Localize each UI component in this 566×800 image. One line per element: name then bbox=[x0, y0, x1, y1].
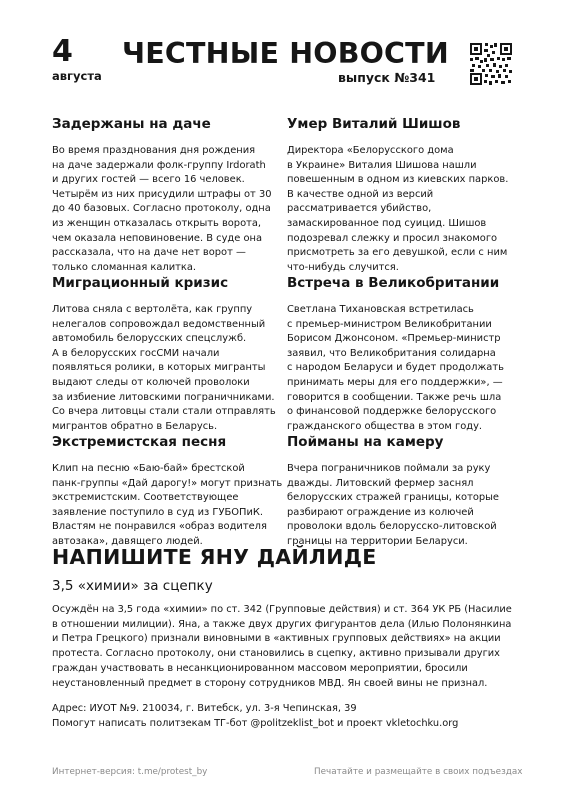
article-line: Литова сняла с вертолёта, как группу bbox=[52, 304, 253, 315]
article-line: повешенным в одном из киевских парков. bbox=[287, 174, 509, 186]
article-line: с народом Беларуси и будет продолжать bbox=[287, 362, 504, 374]
article-line: экстремистским. Соответствующее bbox=[52, 492, 239, 504]
article-line: появляться ролики, в которых мигранты bbox=[52, 362, 266, 374]
case-line: неустановленный предмет в сторону сотрудников МВД. Ян своей вины не признал. bbox=[52, 677, 488, 689]
article-line: присмотреть за его девушкой, если с ним bbox=[287, 247, 508, 259]
article-line: заявил, что Великобритания солидарна bbox=[287, 347, 496, 359]
article-body bbox=[287, 462, 525, 550]
article-line: мигрантов обратно в Беларусь. bbox=[52, 420, 218, 432]
article-line: принимать меры для его поддержки», — bbox=[287, 376, 503, 388]
article-title: Экстремистская песня bbox=[52, 434, 227, 450]
article-line: Борисом Джонсоном. «Премьер-министр bbox=[287, 333, 501, 345]
article-line: замаскированное под суицид. Шишов bbox=[287, 217, 487, 229]
article-line: из женщин отказалась открыть ворота, bbox=[52, 217, 262, 229]
article-line: границы на территории Беларуси. bbox=[287, 535, 468, 547]
date-month: августа bbox=[52, 69, 102, 83]
article-dacha bbox=[52, 115, 290, 275]
article-line: за избиение литовскими пограничниками. bbox=[52, 391, 275, 403]
article-title: Умер Виталий Шишов bbox=[287, 116, 461, 132]
article-title: Встреча в Великобритании bbox=[287, 275, 500, 291]
case-line: и Петра Грецкого) признали виновными в «активных групповых действиях» на акции bbox=[52, 633, 501, 645]
date-number: 4 bbox=[52, 34, 73, 69]
article-line: до 40 базовых. Согласно протоколу, одна bbox=[52, 203, 271, 215]
article-line: заявление поступило в суд из ГУБОПиК. bbox=[52, 506, 264, 518]
prisoner-case-text bbox=[52, 603, 517, 691]
article-line: автомобиль белорусских спецслужб. bbox=[52, 333, 247, 345]
article-body bbox=[52, 303, 290, 434]
article-line: чем оказала неповиновение. В суде она bbox=[52, 232, 263, 244]
article-line: А в белорусских госСМИ начали bbox=[52, 347, 220, 359]
article-title: Пойманы на камеру bbox=[287, 434, 444, 450]
article-line: разбирают ограждение из колючей bbox=[287, 506, 474, 518]
article-line: гражданского общества в этом году. bbox=[287, 420, 483, 432]
article-line: автозака», давящего людей. bbox=[52, 535, 203, 547]
article-camera bbox=[287, 433, 525, 550]
article-line: Директора «Белорусского дома bbox=[287, 145, 454, 156]
prisoner-address-block bbox=[52, 702, 522, 731]
article-line: и других гостей — всего 16 человек. bbox=[52, 174, 245, 186]
article-line: подозревал слежку и просил знакомого bbox=[287, 232, 498, 244]
article-line: Светлана Тихановская встретилась bbox=[287, 304, 474, 315]
case-line: Осуждён на 3,5 года «химии» по ст. 342 (Групповые действия) и ст. 364 УК РБ (Насилие bbox=[52, 604, 512, 615]
footer-print-note: Печатайте и размещайте в своих подъездах bbox=[314, 767, 523, 777]
article-title: Миграционный кризис bbox=[52, 275, 229, 291]
article-line: рассказала, что на даче нет ворот — bbox=[52, 247, 246, 259]
article-song bbox=[52, 433, 290, 550]
article-line: Властям не понравился «образ водителя bbox=[52, 521, 267, 533]
article-body bbox=[52, 144, 290, 275]
article-line: дважды. Литовский фермер заснял bbox=[287, 477, 474, 489]
article-line: Вчера пограничников поймали за руку bbox=[287, 463, 491, 474]
article-line: выдают следы от колючей проволоки bbox=[52, 376, 250, 388]
article-line: только сломанная калитка. bbox=[52, 261, 197, 273]
prisoner-heading: НАПИШИТЕ ЯНУ ДАЙЛИДЕ bbox=[52, 545, 377, 569]
masthead-title: ЧЕСТНЫЕ НОВОСТИ bbox=[122, 37, 449, 70]
article-line: Клип на песню «Баю-бай» брестской bbox=[52, 463, 245, 474]
article-body bbox=[287, 144, 525, 275]
case-line: в отношении милиции). Яна, а также двух других фигурантов дела (Илью Полонянкина bbox=[52, 618, 512, 630]
article-body bbox=[287, 303, 525, 434]
article-title: Задержаны на даче bbox=[52, 116, 211, 132]
article-body bbox=[52, 462, 290, 550]
article-line: рассматривается убийство, bbox=[287, 203, 432, 215]
article-line: говорится в сообщении. Также речь шла bbox=[287, 391, 502, 403]
article-line: Четырём из них присудили штрафы от 30 bbox=[52, 188, 272, 200]
article-shishov bbox=[287, 115, 525, 275]
footer-online-link[interactable]: Интернет-версия: t.me/protest_by bbox=[52, 767, 208, 777]
article-line: в Украине» Виталия Шишова нашли bbox=[287, 159, 477, 171]
article-line: Со вчера литовцы стали стали отправлять bbox=[52, 406, 276, 418]
issue-number: выпуск №341 bbox=[338, 70, 436, 85]
prisoner-address: Адрес: ИУОТ №9. 210034, г. Витебск, ул. 3-я Чепинская, 39 bbox=[52, 703, 357, 714]
article-line: на даче задержали фолк-группу Irdorath bbox=[52, 159, 266, 171]
prisoner-subtitle: 3,5 «химии» за сцепку bbox=[52, 578, 213, 594]
article-line: проволоки вдоль белорусско-литовской bbox=[287, 521, 497, 533]
article-line: панк-группы «Дай дарогу!» могут признать bbox=[52, 477, 283, 489]
article-line: с премьер-министром Великобритании bbox=[287, 318, 492, 330]
qr-code-icon[interactable] bbox=[470, 43, 512, 85]
letter-help-note: Помогут написать политзекам ТГ-бот @politzeklist_bot и проект vkletochku.org bbox=[52, 717, 459, 729]
article-line: В качестве одной из версий bbox=[287, 188, 434, 200]
article-uk-meeting bbox=[287, 274, 525, 434]
article-line: что-нибудь случится. bbox=[287, 261, 399, 273]
case-line: граждан участвовать в несанкционированном массовом мероприятии, бросили bbox=[52, 662, 468, 674]
article-line: нелегалов сопровождал ведомственный bbox=[52, 318, 266, 330]
article-line: о финансовой поддержке белорусского bbox=[287, 406, 497, 418]
article-line: белорусских стражей границы, которые bbox=[287, 492, 500, 504]
article-line: Во время празднования дня рождения bbox=[52, 145, 256, 156]
case-line: протеста. Согласно протоколу, они становились в сцепку, активно призывали других bbox=[52, 648, 500, 660]
article-migration bbox=[52, 274, 290, 434]
